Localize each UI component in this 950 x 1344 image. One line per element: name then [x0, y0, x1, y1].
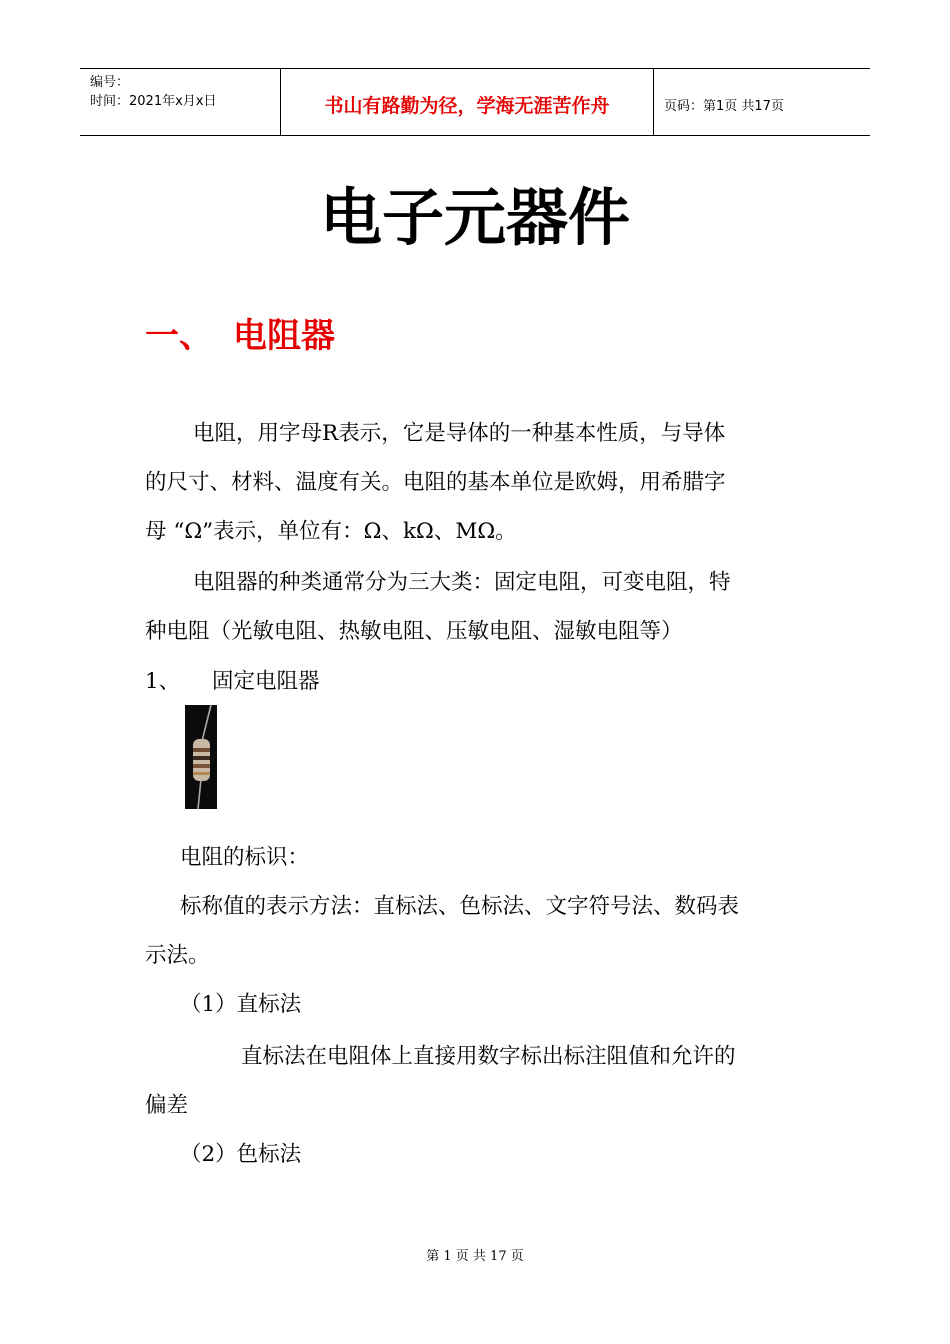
section-number: 一、 — [145, 316, 213, 356]
paragraph-line: 偏差 — [145, 1093, 189, 1118]
paragraph-line: （1）直标法 — [180, 992, 302, 1017]
paragraph-line: 种电阻（光敏电阻、热敏电阻、压敏电阻、湿敏电阻等） — [145, 619, 683, 644]
paragraph-line: 标称值的表示方法：直标法、色标法、文字符号法、数码表 — [180, 894, 740, 919]
section-title: 电阻器 — [233, 316, 335, 356]
time-label: 时间：2021年x月x日 — [90, 94, 217, 109]
paragraph-line: 母 “Ω”表示，单位有：Ω、kΩ、MΩ。 — [145, 519, 517, 544]
header-meta — [80, 69, 281, 135]
paragraph-line: 直标法在电阻体上直接用数字标出标注阻值和允许的 — [241, 1044, 736, 1069]
resistor-photo — [185, 705, 217, 809]
list-item-number: 1、 — [145, 669, 181, 694]
page-header — [80, 68, 870, 136]
page-footer: 第 1 页 共 17 页 — [426, 1249, 524, 1264]
resistor-icon — [185, 705, 217, 809]
document-title: 电子元器件 — [319, 181, 630, 254]
serial-label: 编号： — [90, 75, 130, 90]
paragraph-line: 电阻的标识： — [180, 845, 310, 870]
list-item-title: 固定电阻器 — [212, 669, 320, 694]
paragraph-line: 的尺寸、材料、温度有关。电阻的基本单位是欧姆，用希腊字 — [145, 470, 726, 495]
header-motto: 书山有路勤为径，学海无涯苦作舟 — [281, 69, 654, 135]
section-heading — [145, 312, 335, 360]
paragraph-line: （2）色标法 — [180, 1142, 302, 1167]
paragraph-line: 示法。 — [145, 943, 210, 968]
paragraph-line: 电阻器的种类通常分为三大类：固定电阻，可变电阻，特 — [193, 570, 731, 595]
paragraph-line: 电阻，用字母R表示，它是导体的一种基本性质，与导体 — [193, 421, 726, 446]
header-page-info: 页码：第1页 共17页 — [664, 98, 784, 114]
